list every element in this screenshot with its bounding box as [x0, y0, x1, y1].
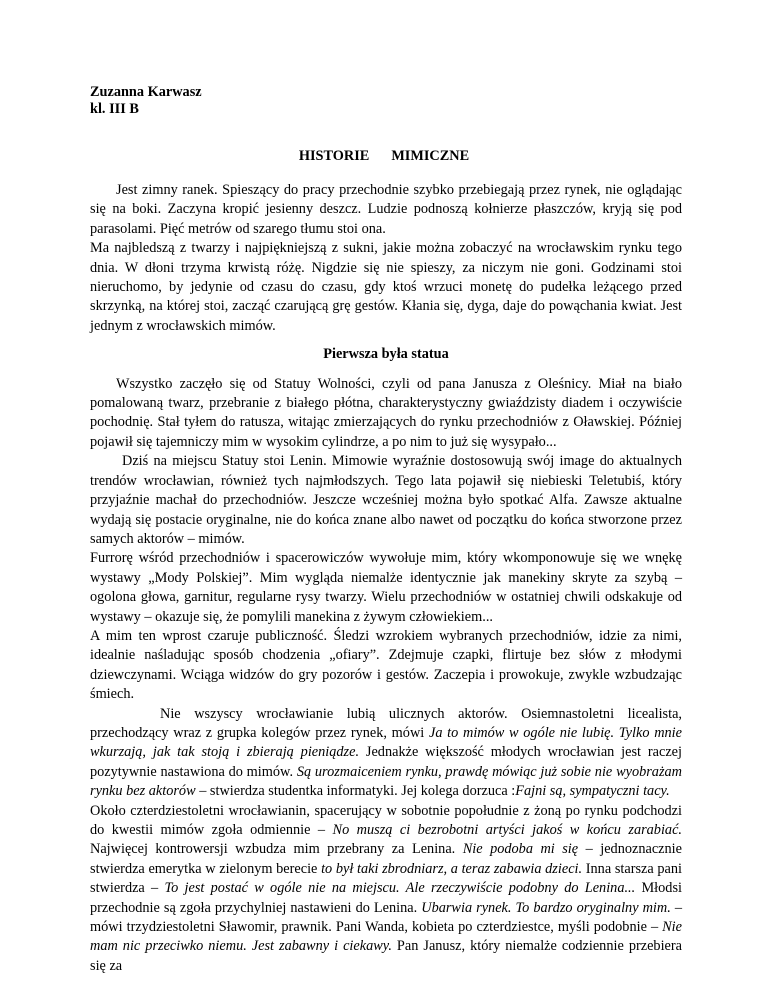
article-body	[90, 181, 682, 976]
p6-quote-5: Ubarwia rynek. To bardzo oryginalny mim.	[421, 899, 671, 916]
p6-text-2: Najwięcej kontrowersji wzbudza mim przebrany za Lenina.	[90, 841, 463, 858]
p6-text-5: Młodsi przechodnie są zgoła przychylniej nastawieni do Lenina.	[90, 880, 682, 916]
article-title	[0, 148, 768, 165]
p5-quote-1: Ja to mimów w ogóle nie lubię. Tylko mnie wkurzają, jak tak stoją i zbierają pieniądze.	[90, 724, 682, 761]
p6-quote-1: No muszą ci bezrobotni artyści jakoś w końcu zarabiać.	[332, 822, 682, 838]
author-class: kl. III B	[90, 101, 139, 117]
p6-quote-6: Nie mam nic przeciwko niemu. Jest zabawny i ciekawy.	[90, 919, 682, 955]
title-word-1: HISTORIE	[298, 148, 370, 164]
section-paragraph-2: Dziś na miejscu Statuy stoi Lenin. Mimowie wyraźnie dostosowują swój image do aktualnych trendów wrocławian, również tych najmłodszych. Tego lata pojawił się niebieski Teletubiś, który przyjaźnie machał do przechodniów. Jeszcze wcześniej można było spotkać Alfa. Zawsze aktualne wydają się postacie oryginalne, nie do końca znane albo nawet od początku do końca stworzone przez samych aktorów – mimów.	[90, 453, 682, 547]
section-subheading: Pierwsza była statua	[323, 346, 449, 363]
p6-text-4: Inna starsza pani stwierdza –	[90, 860, 682, 897]
p5-quote-2: Są urozmaiceniem rynku, prawdę mówiąc już sobie nie wyobrażam rynku bez aktorów	[90, 763, 682, 800]
p6-text-3: – jednoznacznie stwierdza emerytka w zielonym berecie	[90, 841, 682, 877]
section-paragraph-4: A mim ten wprost czaruje publiczność. Śledzi wzrokiem wybranych przechodniów, idzie za nimi, idealnie naśladując sposób chodzenia „ofiary”. Zdejmuje czapki, flirtuje bez słów z młodymi dziewczynami. Wciąga widzów do gry pozorów i gestów. Zaczepia i prowokuje, zwykle wzbudzając śmiech.	[90, 627, 682, 703]
p6-quote-2: Nie podoba mi się	[462, 841, 579, 858]
p6-text-6: – mówi trzydziestoletni Sławomir, prawnik. Pani Wanda, kobieta po czterdziestce, myśli podobnie –	[90, 899, 682, 936]
author-name: Zuzanna Karwasz	[90, 84, 202, 100]
section-paragraph-1: Wszystko zaczęło się od Statuy Wolności, czyli od pana Janusza z Oleśnicy. Miał na biało pomalowaną twarz, przebranie z białego płótna, charakterystyczny gwiaździsty diadem i oczywiście pochodnię. Stał tyłem do ratusza, witając zmierzających do rynku przechodniów z Oławskiej. Później pojawił się tajemniczy mim w wysokim cylindrze, a po nim to już się wysypało...	[90, 375, 682, 450]
section-paragraph-3: Furrorę wśród przechodniów i spacerowiczów wywołuje mim, który wkomponowuje się we wnękę wystawy „Mody Polskiej”. Mim wygląda niemalże identycznie jak manekiny skryte za szybą – ogolona głowa, garnitur, regularne rysy twarzy. Wielu przechodniów w ostatniej chwili odskakuje od wystawy – okazuje się, że pomylili manekina z żywym człowiekiem...	[90, 550, 682, 625]
p5-text-3: – stwierdza studentka informatyki. Jej kolega dorzuca :	[195, 783, 516, 800]
p5-text-1: Nie wszyscy wrocławianie lubią ulicznych aktorów. Osiemnastoletni licealista, przechodzący wraz z grupka kolegów przez rynek, mówi	[90, 705, 682, 741]
author-block	[90, 84, 202, 118]
intro-paragraph-2: Ma najbledszą z twarzy i najpiękniejszą z sukni, jakie można zobaczyć na wrocławskim rynku tego dnia. W dłoni trzyma krwistą różę. Nigdzie się nie spieszy, za niczym nie goni. Godzinami stoi nieruchomo, by jedynie od czasu do czasu, gdy ktoś wrzuci monetę do pudełka leżącego przed skrzynką, na której stoi, zacząć czarującą grę gestów. Kłania się, dyga, daje do powąchania kwiat. Jest jednym z wrocławskich mimów.	[90, 240, 682, 334]
p5-text-2: Jednakże większość młodych wrocławian jest raczej pozytywnie nastawiona do mimów.	[90, 744, 682, 780]
p6-quote-4: To jest postać w ogóle nie na miejscu. Ale rzeczywiście podobny do Lenina...	[164, 880, 636, 897]
p6-text-1: Około czterdziestoletni wrocławianin, spacerujący w sobotnie popołudnie z żoną po rynku podchodzi do kwestii mimów zgoła odmiennie –	[90, 802, 682, 838]
intro-paragraph-1: Jest zimny ranek. Spieszący do pracy przechodnie szybko przebiegają przez rynek, nie oglądając się na boki. Zaczyna kropić jesienny deszcz. Ludzie podnoszą kołnierze płaszczów, kryją się pod parasolami. Pięć metrów od szarego tłumu stoi ona.	[90, 182, 682, 237]
section-paragraph-5	[90, 705, 682, 802]
section-paragraph-6	[90, 802, 682, 977]
p6-text-7: Pan Janusz, który niemalże codziennie przebiera się za	[90, 938, 682, 974]
p6-quote-3: to był taki zbrodniarz, a teraz zabawia dzieci.	[321, 860, 583, 877]
p5-quote-3: Fajni są, sympatyczni tacy.	[515, 783, 670, 800]
title-word-2: MIMICZNE	[391, 148, 470, 164]
